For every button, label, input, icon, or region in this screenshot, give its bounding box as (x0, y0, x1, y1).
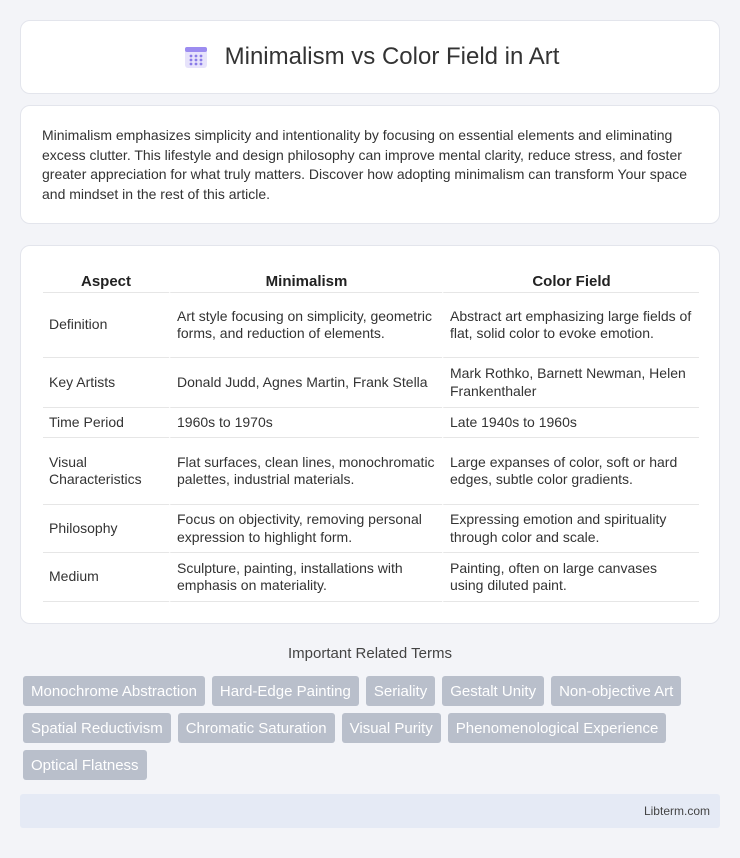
table-row (43, 293, 699, 358)
related-term-tag[interactable]: Non-objective Art (551, 676, 681, 706)
table-cell-minimalism: Sculpture, painting, installations with emphasis on materiality. (169, 553, 442, 602)
table-header-row (43, 266, 699, 293)
table-cell-aspect: Definition (43, 293, 169, 358)
column-header-color-field: Color Field (442, 266, 699, 293)
related-term-tag[interactable]: Hard-Edge Painting (212, 676, 359, 706)
table-row (43, 553, 699, 602)
table-cell-aspect: Philosophy (43, 505, 169, 553)
table-row (43, 438, 699, 505)
column-header-minimalism: Minimalism (169, 266, 442, 293)
table-cell-color-field: Mark Rothko, Barnett Newman, Helen Frankenthaler (442, 358, 699, 408)
column-header-aspect: Aspect (43, 266, 169, 293)
related-term-tag[interactable]: Gestalt Unity (442, 676, 544, 706)
table-cell-minimalism: 1960s to 1970s (169, 408, 442, 438)
related-term-tag[interactable]: Visual Purity (342, 713, 441, 743)
table-cell-color-field: Late 1940s to 1960s (442, 408, 699, 438)
comparison-table-card (20, 245, 720, 624)
table-cell-aspect: Visual Characteristics (43, 438, 169, 505)
table-cell-color-field: Abstract art emphasizing large fields of flat, solid color to evoke emotion. (442, 293, 699, 358)
related-term-tag[interactable]: Optical Flatness (23, 750, 147, 780)
related-term-tag[interactable]: Monochrome Abstraction (23, 676, 205, 706)
related-terms-heading: Important Related Terms (288, 645, 452, 662)
table-cell-minimalism: Donald Judd, Agnes Martin, Frank Stella (169, 358, 442, 408)
table-row (43, 358, 699, 408)
table-cell-minimalism: Art style focusing on simplicity, geometric forms, and reduction of elements. (169, 293, 442, 358)
table-cell-aspect: Medium (43, 553, 169, 602)
footer (20, 794, 720, 828)
table-cell-color-field: Large expanses of color, soft or hard edges, subtle color gradients. (442, 438, 699, 505)
table-cell-color-field: Expressing emotion and spirituality through color and scale. (442, 505, 699, 553)
table-row (43, 408, 699, 438)
table-cell-aspect: Key Artists (43, 358, 169, 408)
intro-card (20, 105, 720, 224)
table-cell-aspect: Time Period (43, 408, 169, 438)
related-term-tag[interactable]: Seriality (366, 676, 435, 706)
intro-paragraph: Minimalism emphasizes simplicity and intentionality by focusing on essential elements and eliminating excess clutter. This lifestyle and design philosophy can improve mental clarity, reduce stress, and foster greater appreciation for what truly matters. Discover how adopting minimalism can transform Your space and mindset in the rest of this article. (42, 127, 688, 202)
footer-site-link[interactable]: Libterm.com (643, 804, 710, 818)
page-title: Minimalism vs Color Field in Art (224, 43, 560, 70)
related-term-tag[interactable]: Chromatic Saturation (178, 713, 335, 743)
comparison-table (43, 266, 699, 602)
table-cell-minimalism: Focus on objectivity, removing personal expression to highlight form. (169, 505, 442, 553)
related-term-tag[interactable]: Spatial Reductivism (23, 713, 171, 743)
related-term-tag[interactable]: Phenomenological Experience (448, 713, 667, 743)
calendar-grid-icon (181, 42, 211, 72)
table-row (43, 505, 699, 553)
header-card (20, 20, 720, 94)
table-cell-minimalism: Flat surfaces, clean lines, monochromatic palettes, industrial materials. (169, 438, 442, 505)
table-cell-color-field: Painting, often on large canvases using diluted paint. (442, 553, 699, 602)
related-terms-list (23, 676, 723, 780)
